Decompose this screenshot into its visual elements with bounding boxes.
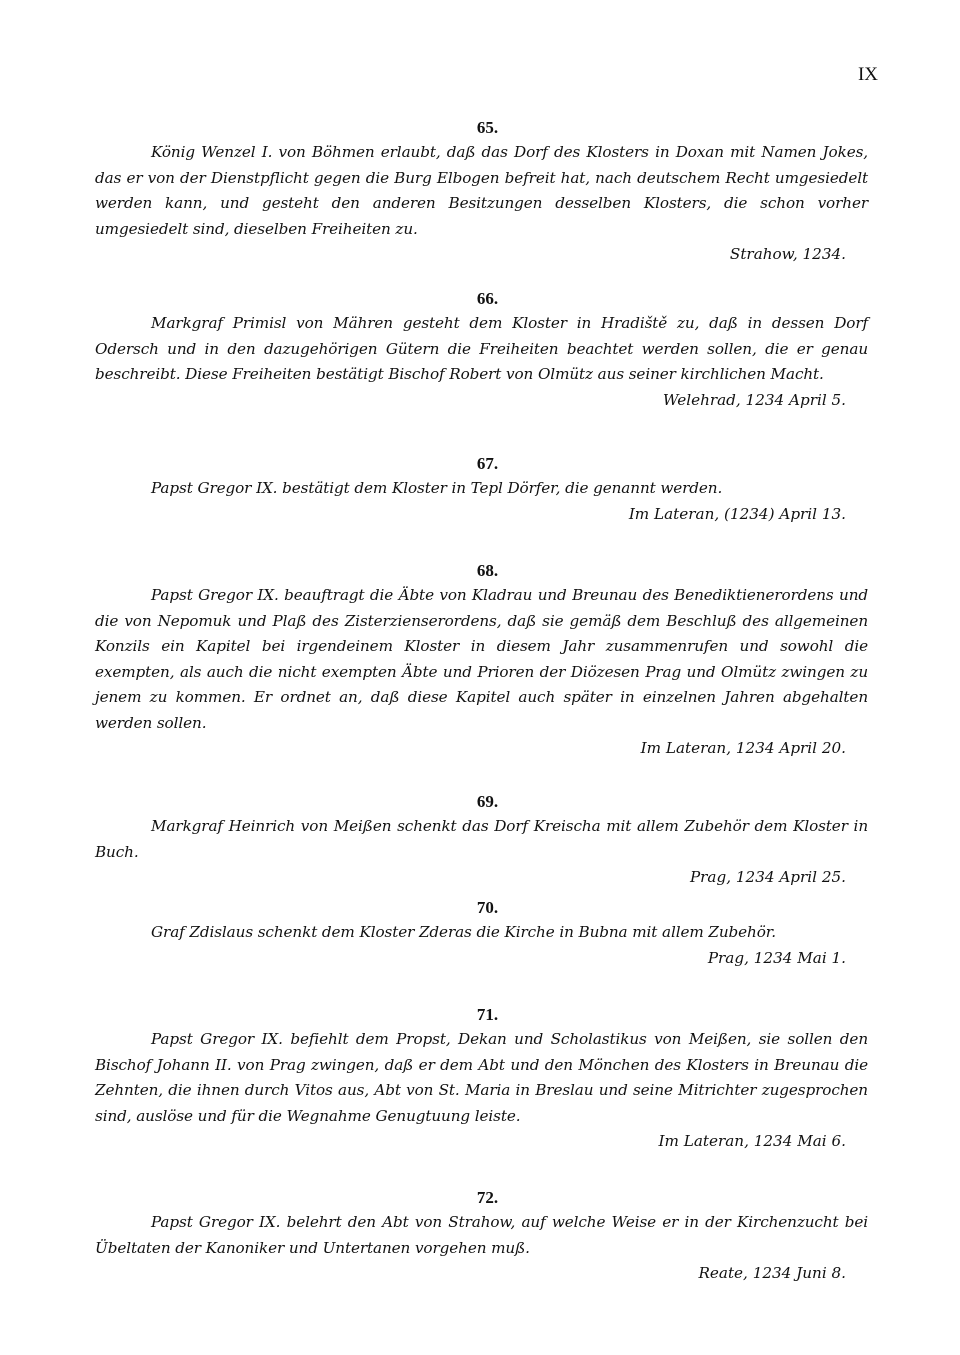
- entry-69: [95, 790, 868, 891]
- entry-summary: Papst Gregor IX. bestätigt dem Kloster in Tepl Dörfer, die genannt werden.: [151, 479, 723, 497]
- entry-summary: Graf Zdislaus schenkt dem Kloster Zderas die Kirche in Bubna mit allem Zubehör.: [151, 923, 776, 941]
- entry-place-date: Reate, 1234 Juni 8.: [698, 1264, 846, 1282]
- entry-71: [95, 1003, 868, 1155]
- entry-number: 70.: [476, 898, 499, 917]
- entry-place-date: Strahow, 1234.: [729, 245, 846, 263]
- entry-number: 65.: [476, 118, 499, 137]
- entry-summary: Papst Gregor IX. beauftragt die Äbte von Kladrau und Breunau des Benediktienerordens und die von Nepomuk und Plaß des Zisterzienserordens, daß sie gemäß dem Beschluß des allgemeinen Konzils ein Kapitel bei irgendeinem Kloster in diesem Jahr zusammenrufen und sowohl die exempten, als auch die nicht exempten Äbte und Prioren der Diözesen Prag und Olmütz zwingen zu jenem zu kommen. Er ordnet an, daß diese Kapitel auch später in einzelnen Jahren abgehalten werden sollen.: [95, 586, 868, 732]
- entry-place-date: Prag, 1234 Mai 1.: [707, 948, 846, 967]
- entry-number: 72.: [476, 1188, 499, 1207]
- entry-place-date: Im Lateran, 1234 Mai 6.: [658, 1132, 846, 1150]
- entry-summary: Papst Gregor IX. belehrt den Abt von Strahow, auf welche Weise er in der Kirchenzucht bei Übeltaten der Kanoniker und Untertanen vorgehen muß.: [95, 1213, 868, 1257]
- entry-number: 67.: [476, 454, 499, 473]
- entry-number: 68.: [476, 561, 499, 580]
- entry-70: [95, 896, 868, 971]
- entry-place-date: Im Lateran, 1234 April 20.: [640, 739, 846, 757]
- entry-number: 71.: [476, 1005, 499, 1024]
- entry-place-date: Welehrad, 1234 April 5.: [662, 390, 846, 409]
- entry-number: 66.: [476, 289, 499, 308]
- entry-place-date: Prag, 1234 April 25.: [689, 868, 846, 886]
- entry-place-date: Im Lateran, (1234) April 13.: [628, 504, 846, 523]
- entry-72: [95, 1186, 868, 1287]
- entry-summary: Markgraf Primisl von Mähren gesteht dem Kloster in Hradiště zu, daß in dessen Dorf Odersch und in den dazugehörigen Gütern die Freiheiten beachtet werden sollen, die er genau beschreibt. Diese Freiheiten bestätigt Bischof Robert von Olmütz aus seiner kirchlichen Macht.: [95, 314, 868, 383]
- entry-66: [95, 287, 868, 413]
- entry-summary: König Wenzel I. von Böhmen erlaubt, daß das Dorf des Klosters in Doxan mit Namen Jokes, das er von der Dienstpflicht gegen die Burg Elbogen befreit hat, nach deutschem Recht umgesiedelt werden kann, und gesteht den anderen Besitzungen desselben Klosters, die schon vorher umgesiedelt sind, dieselben Freiheiten zu.: [95, 143, 868, 238]
- entry-summary: Papst Gregor IX. befiehlt dem Propst, Dekan und Scholastikus von Meißen, sie sollen den Bischof Johann II. von Prag zwingen, daß er dem Abt und den Mönchen des Klosters in Breunau die Zehnten, die ihnen durch Vitos aus, Abt von St. Maria in Breslau und seine Mitrichter zugesprochen sind, auslöse und für die Wegnahme Genugtuung leiste.: [95, 1030, 868, 1125]
- page-number: IX: [857, 64, 878, 85]
- entry-67: [95, 452, 868, 527]
- entry-65: [95, 116, 868, 268]
- entry-number: 69.: [476, 792, 499, 811]
- entry-68: [95, 559, 868, 762]
- entry-summary: Markgraf Heinrich von Meißen schenkt das Dorf Kreischa mit allem Zubehör dem Kloster in Buch.: [95, 817, 868, 861]
